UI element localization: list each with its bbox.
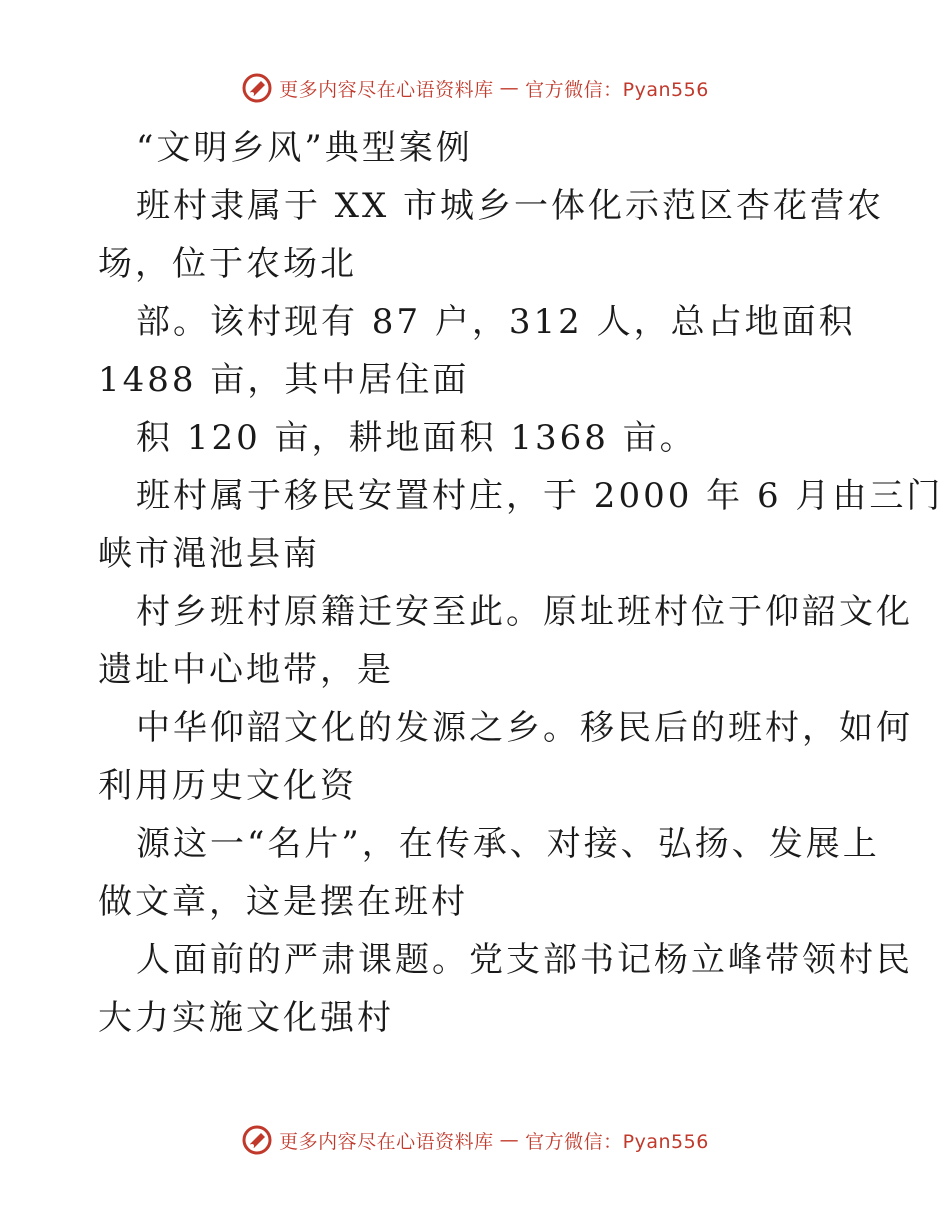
- paragraph-line: 积 120 亩，耕地面积 1368 亩。: [136, 418, 697, 458]
- paragraph-line: 班村属于移民安置村庄，于 2000 年 6 月由三门: [136, 476, 944, 516]
- footer-watermark: [0, 1124, 950, 1156]
- document-title: “文明乡风”典型案例: [136, 128, 473, 168]
- watermark-dash: —: [499, 1129, 520, 1151]
- watermark-left-text: 更多内容尽在心语资料库: [279, 78, 494, 101]
- watermark-right-text: 官方微信：Pyan556: [525, 78, 709, 101]
- paragraph-line: 源这一“名片”，在传承、对接、弘扬、发展上: [136, 824, 880, 864]
- wechat-pen-logo-icon: [241, 1124, 273, 1156]
- paragraph-line: 部。该村现有 87 户，312 人，总占地面积: [136, 302, 856, 342]
- paragraph-line: 大力实施文化强村: [98, 998, 394, 1038]
- paragraph-line: 场，位于农场北: [98, 244, 357, 284]
- paragraph-line: 利用历史文化资: [98, 766, 357, 806]
- watermark-dash: —: [499, 77, 520, 99]
- header-watermark: [0, 72, 950, 104]
- paragraph-line: 峡市渑池县南: [98, 534, 320, 574]
- paragraph-line: 人面前的严肃课题。党支部书记杨立峰带领村民: [136, 940, 913, 980]
- paragraph-line: 村乡班村原籍迁安至此。原址班村位于仰韶文化: [136, 592, 913, 632]
- paragraph-line: 中华仰韶文化的发源之乡。移民后的班村，如何: [136, 708, 913, 748]
- paragraph-line: 1488 亩，其中居住面: [98, 360, 470, 400]
- paragraph-line: 班村隶属于 XX 市城乡一体化示范区杏花营农: [136, 186, 885, 226]
- wechat-pen-logo-icon: [241, 72, 273, 104]
- paragraph-line: 遗址中心地带，是: [98, 650, 394, 690]
- paragraph-line: 做文章，这是摆在班村: [98, 882, 468, 922]
- watermark-right-text: 官方微信：Pyan556: [525, 1130, 709, 1153]
- watermark-left-text: 更多内容尽在心语资料库: [279, 1130, 494, 1153]
